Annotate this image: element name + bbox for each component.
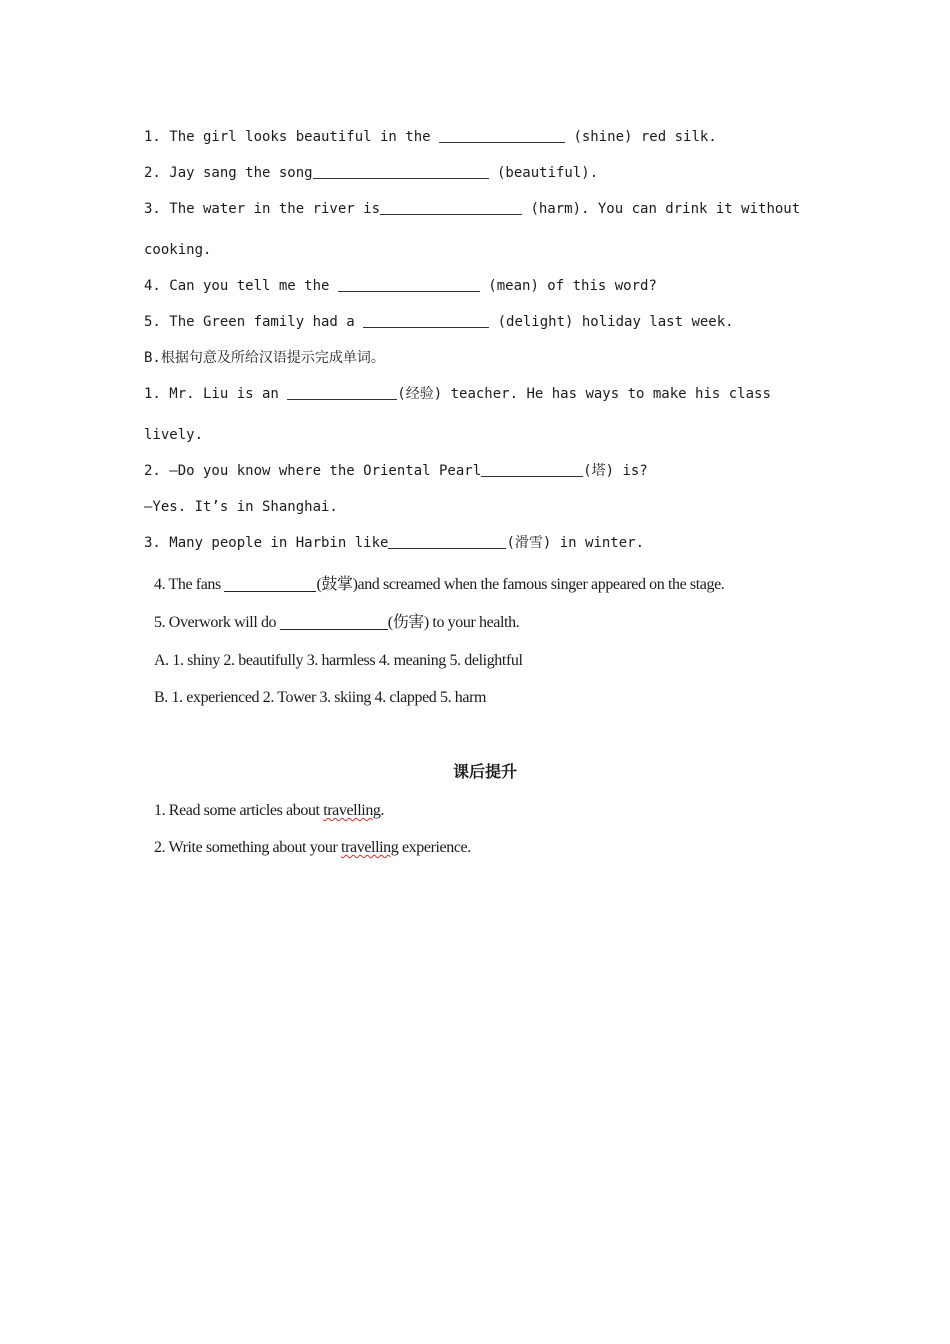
question-b2-reply: —Yes. It’s in Shanghai. xyxy=(144,499,338,515)
homework-item-1-end: . xyxy=(380,802,385,819)
answer-blank xyxy=(280,614,388,630)
answer-blank xyxy=(439,128,565,143)
homework-title: 课后提升 xyxy=(452,762,517,781)
question-a4 xyxy=(144,277,657,295)
answer-blank xyxy=(481,462,583,477)
question-b4-text: 4. The fans xyxy=(154,576,225,593)
spellcheck-word: travelling xyxy=(341,839,399,856)
question-b3-hint: (滑雪) in winter. xyxy=(506,535,645,551)
question-a1-text: 1. The girl looks beautiful in the xyxy=(144,129,440,145)
answer-blank xyxy=(338,277,480,292)
answer-blank xyxy=(363,313,489,328)
question-a1 xyxy=(144,128,717,146)
spellcheck-word: travelling xyxy=(323,802,381,819)
question-b3-text: 3. Many people in Harbin like xyxy=(144,535,389,551)
question-b1 xyxy=(144,385,771,403)
answer-blank xyxy=(224,576,316,592)
question-a5 xyxy=(144,313,734,331)
answer-blank xyxy=(287,385,397,400)
question-b1-continuation: lively. xyxy=(144,427,204,443)
question-a3-continuation: cooking. xyxy=(144,242,212,258)
question-b1-hint: (经验) teacher. He has ways to make his class xyxy=(397,386,771,402)
question-b5-hint: (伤害) to your health. xyxy=(387,614,520,631)
homework-item-2-end: experience. xyxy=(398,839,471,856)
homework-item-2 xyxy=(154,838,471,858)
question-a2 xyxy=(144,164,598,182)
answer-key-a: A. 1. shiny 2. beautifully 3. harmless 4. meaning 5. delightful xyxy=(154,652,523,669)
question-a3-hint: (harm). You can drink it without xyxy=(522,201,801,217)
homework-item-1 xyxy=(154,801,384,821)
question-a3-text: 3. The water in the river is xyxy=(144,201,381,217)
part-b-title: B.根据句意及所给汉语提示完成单词。 xyxy=(144,350,385,366)
homework-item-2-text: 2. Write something about your xyxy=(154,839,342,856)
homework-item-1-text: 1. Read some articles about xyxy=(154,802,324,819)
answer-blank xyxy=(380,200,522,215)
question-b5-text: 5. Overwork will do xyxy=(154,614,280,631)
question-b2 xyxy=(144,462,648,480)
question-a5-text: 5. The Green family had a xyxy=(144,314,364,330)
answer-blank xyxy=(313,164,489,179)
question-a4-hint: (mean) of this word? xyxy=(479,278,657,294)
question-b5 xyxy=(154,613,519,633)
question-b4-hint: (鼓掌)and screamed when the famous singer appeared on the stage. xyxy=(316,576,725,593)
question-b2-text: 2. —Do you know where the Oriental Pearl xyxy=(144,463,482,479)
question-a3 xyxy=(144,200,800,218)
question-a2-hint: (beautiful). xyxy=(488,165,599,181)
question-a2-text: 2. Jay sang the song xyxy=(144,165,313,181)
answer-key-b: B. 1. experienced 2. Tower 3. skiing 4. clapped 5. harm xyxy=(154,689,487,706)
question-a1-hint: (shine) red silk. xyxy=(565,129,717,145)
question-a4-text: 4. Can you tell me the xyxy=(144,278,338,294)
answer-blank xyxy=(388,534,506,549)
question-a5-hint: (delight) holiday last week. xyxy=(489,314,734,330)
question-b3 xyxy=(144,534,644,552)
question-b1-text: 1. Mr. Liu is an xyxy=(144,386,288,402)
question-b2-hint: (塔) is? xyxy=(583,463,648,479)
question-b4 xyxy=(154,575,724,595)
